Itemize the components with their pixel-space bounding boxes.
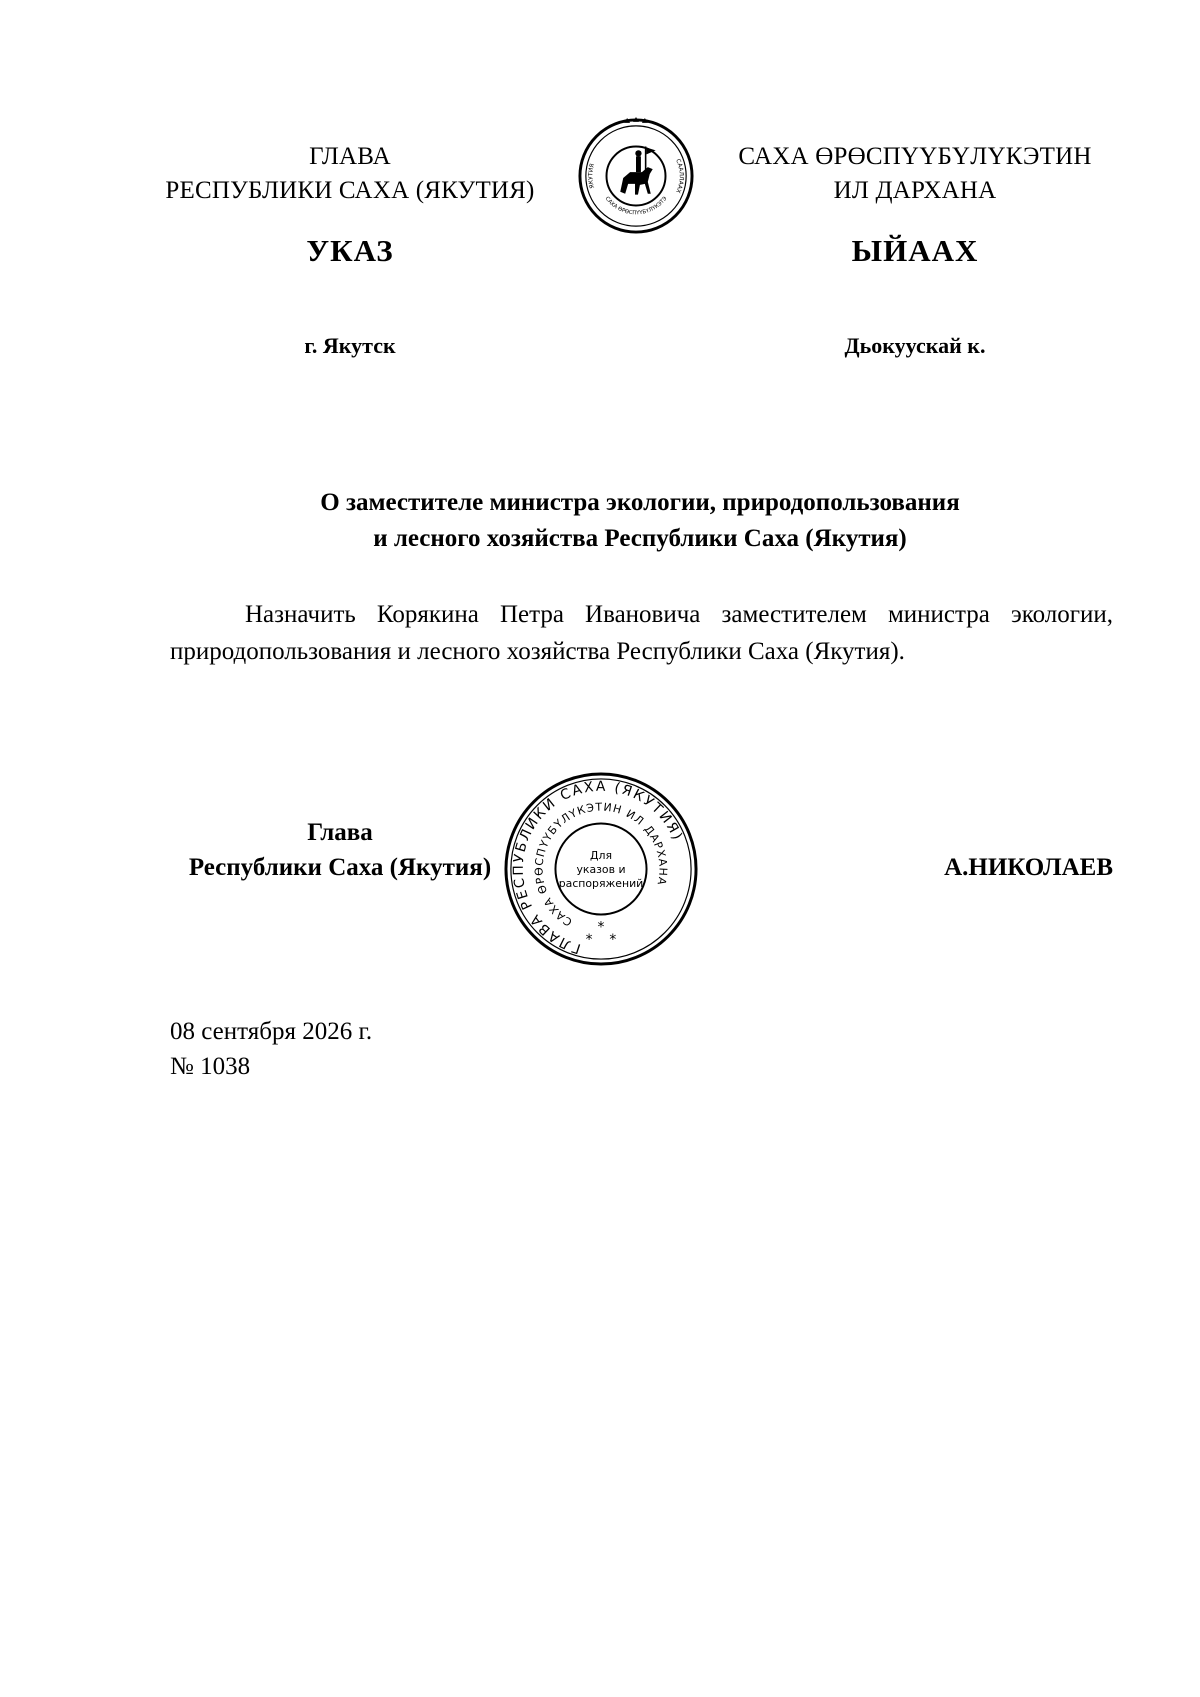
document-number: № 1038 — [170, 1053, 251, 1080]
signature-title-line2: Республики Саха (Якутия) — [188, 854, 492, 881]
document-title-line2: и лесного хозяйства Республики Саха (Якутия) — [373, 525, 907, 552]
document-title — [170, 485, 1110, 557]
seal-inner-text: САХА ӨРӨСПҮҮБҮЛҮКЭТИН ИЛ ДАРХАНА — [532, 800, 670, 929]
header-right-line2: ИЛ ДАРХАНА — [833, 177, 997, 204]
signatory-name: А.НИКОЛАЕВ — [944, 854, 1113, 881]
header-left-line2: РЕСПУБЛИКИ САХА (ЯКУТИЯ) — [165, 177, 535, 204]
emblem-rider-icon — [620, 147, 655, 195]
header-left-line1: ГЛАВА — [309, 143, 391, 170]
body-paragraph: Назначить Корякина Петра Ивановича заместителем министра экологии, природопользования и лесного хозяйства Республики Саха (Якутия). — [170, 601, 1113, 665]
svg-text:*: * — [609, 932, 617, 949]
document-date: 08 сентября 2026 г. — [170, 1018, 373, 1045]
signature-title — [170, 815, 510, 885]
signature-title-line1: Глава — [307, 819, 373, 846]
place-russian: г. Якутск — [304, 333, 396, 358]
seal-stars — [586, 919, 617, 948]
document-type-yakut: ЫЙААХ — [851, 233, 979, 268]
document-title-line1: О заместителе министра экологии, природопользования — [320, 489, 960, 516]
emblem-text-left: ЯКУТИЯ — [588, 163, 597, 189]
seal-center-line1: Для — [590, 849, 612, 863]
emblem-text-right: СААЛЛААХ — [674, 158, 684, 194]
svg-text:*: * — [585, 932, 593, 949]
emblem-ornament-top — [624, 117, 648, 123]
header-right — [715, 140, 1115, 208]
header-right-line1: САХА ӨРӨСПҮҮБҮЛҮКЭТИН — [738, 143, 1092, 170]
svg-text:*: * — [597, 919, 605, 936]
seal-center-line3: распоряжений — [558, 876, 644, 890]
seal-center-line2: указов и — [576, 862, 626, 876]
coat-of-arms-emblem — [577, 117, 695, 235]
place-yakut: Дьокуускай к. — [844, 333, 986, 358]
header-left — [150, 140, 550, 208]
seal-outer-text: ГЛАВА РЕСПУБЛИКИ САХА (ЯКУТИЯ) — [510, 778, 686, 957]
document-type-russian: УКАЗ — [306, 233, 394, 268]
emblem-text-bottom: САХА ӨРӨСПҮҮБҮЛҮКЭТЭ — [603, 195, 669, 217]
official-stamp-seal — [502, 770, 700, 968]
